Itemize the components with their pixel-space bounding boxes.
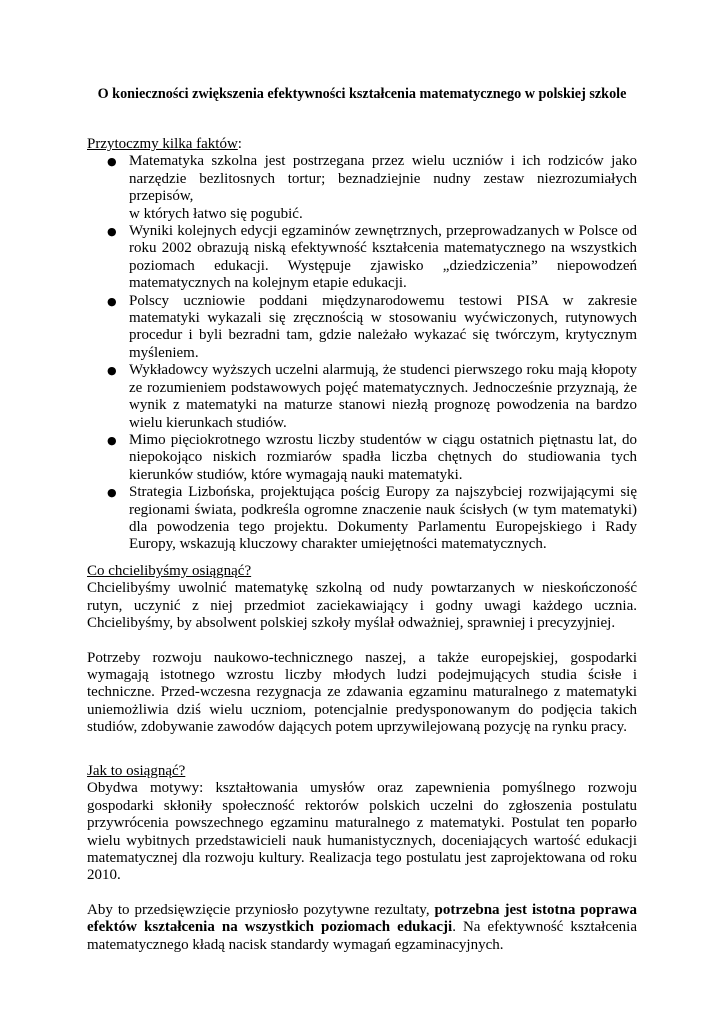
facts-list xyxy=(87,153,637,553)
goals-paragraph-1: Chcielibyśmy uwolnić matematykę szkolną od nudy powtarzanych w nieskończoność rutyn, uczynić z niej przedmiot zaciekawiający i godny uwagi każdego ucznia. Chcielibyśmy, by absolwent polskiej szkoły myślał odważniej, sprawniej i precyzyjniej. xyxy=(87,580,637,632)
list-item xyxy=(87,484,637,554)
bullet-icon: ● xyxy=(107,225,117,239)
section-facts xyxy=(87,136,637,554)
how-paragraph-2-end: . Na efektywność kształcenia matematycznego kładą nacisk standardy wymagań egzaminacyjnych. xyxy=(87,919,637,953)
bullet-icon: ● xyxy=(107,155,117,169)
bullet-icon: ● xyxy=(107,294,117,308)
facts-heading: Przytoczmy kilka faktów xyxy=(87,136,238,152)
section-goals xyxy=(87,563,637,737)
bullet-icon: ● xyxy=(107,486,117,500)
how-paragraph-1: Obydwa motywy: kształtowania umysłów oraz zapewnienia pomyślnego rozwoju gospodarki skłoniły społeczność rektorów polskich uczelni do zgłoszenia postulatu przywrócenia powszechnego egzaminu maturalnego z matematyki. Postulat ten poparło wielu wybitnych przedstawicieli nauk humanistycznych, doceniających wartość edukacji matematycznej dla rozwoju kultury. Realizacja tego postulatu jest zaprojektowana od roku 2010. xyxy=(87,780,637,884)
goals-paragraph-2: Potrzeby rozwoju naukowo-technicznego naszej, a także europejskiej, gospodarki wymagają istotnego wzrostu liczby młodych ludzi podejmujących studia ścisłe i techniczne. Przed-wczesna rezygnacja ze zdawania egzaminu maturalnego z matematyki uniemożliwia dziś wielu uczniom, potencjalnie predysponowanym do podjęcia takich studiów, zdobywanie zawodów dających potem uprzywilejowaną pozycję na rynku pracy. xyxy=(87,649,637,736)
fact-text: Mimo pięciokrotnego wzrostu liczby studentów w ciągu ostatnich piętnastu lat, do niepokojąco niskich rozmiarów spadła liczba chętnych do studiowania tych kierunków studiów, które wymagają nauki matematyki. xyxy=(129,431,637,483)
fact-text: Wyniki kolejnych edycji egzaminów zewnętrznych, przeprowadzanych w Polsce od roku 2002 obrazują niską efektywność kształcenia matematycznego na wszystkich poziomach edukacji. Występuje zjawisko „dziedziczenia” niepowodzeń matematycznych na kolejnym etapie edukacji. xyxy=(129,223,637,292)
fact-continuation: w których łatwo się pogubić. xyxy=(129,205,303,222)
goals-heading: Co chcielibyśmy osiągnąć? xyxy=(87,563,252,579)
fact-text: Wykładowcy wyższych uczelni alarmują, że studenci pierwszego roku mają kłopoty ze rozumieniem podstawowych pojęć matematycznych. Jednocześnie przyznają, że wynik z matematyki na maturze stanowi niezłą prognozę powodzenia na bardzo wielu kierunkach studiów. xyxy=(129,362,637,431)
section-how xyxy=(87,763,637,954)
fact-text: Strategia Lizbońska, projektująca pościg Europy za najszybciej rozwijającymi się regionami świata, podkreśla ogromne znaczenie nauk ścisłych (w tym matematyki) dla powodzenia tego projektu. Dokumenty Parlamentu Europejskiego i Rady Europy, wskazują kluczowy charakter umiejętności matematycznych. xyxy=(129,484,637,553)
list-item xyxy=(87,362,637,432)
facts-heading-colon: : xyxy=(237,136,242,152)
how-paragraph-2 xyxy=(87,902,637,954)
document-title: O konieczności zwiększenia efektywności kształcenia matematycznego w polskiej szkole xyxy=(97,86,627,102)
how-paragraph-2-emphasis: potrzebna jest istotna poprawa efektów kształcenia na wszystkich poziomach edukacji xyxy=(87,901,637,936)
bullet-icon: ● xyxy=(107,433,117,447)
how-heading: Jak to osiągnąć? xyxy=(87,763,186,779)
list-item xyxy=(87,223,637,293)
fact-text: Matematyka szkolna jest postrzegana przez wielu uczniów i ich rodziców jako narzędzie bezlitosnych tortur; beznadziejnie nudny zestaw niezrozumiałych przepisów, xyxy=(129,153,637,205)
bullet-icon: ● xyxy=(107,364,117,378)
how-paragraph-2-start: Aby to przedsięwzięcie przyniosło pozytywne rezultaty, xyxy=(87,901,435,918)
facts-heading-line xyxy=(87,136,637,153)
list-item xyxy=(87,293,637,363)
list-item xyxy=(87,153,637,223)
fact-text: Polscy uczniowie poddani międzynarodowemu testowi PISA w zakresie matematyki wykazali się zręcznością w stosowaniu wyćwiczonych, rutynowych procedur i byli bezradni tam, gdzie należało wykazać się twórczym, krytycznym myśleniem. xyxy=(129,292,637,361)
list-item xyxy=(87,432,637,484)
